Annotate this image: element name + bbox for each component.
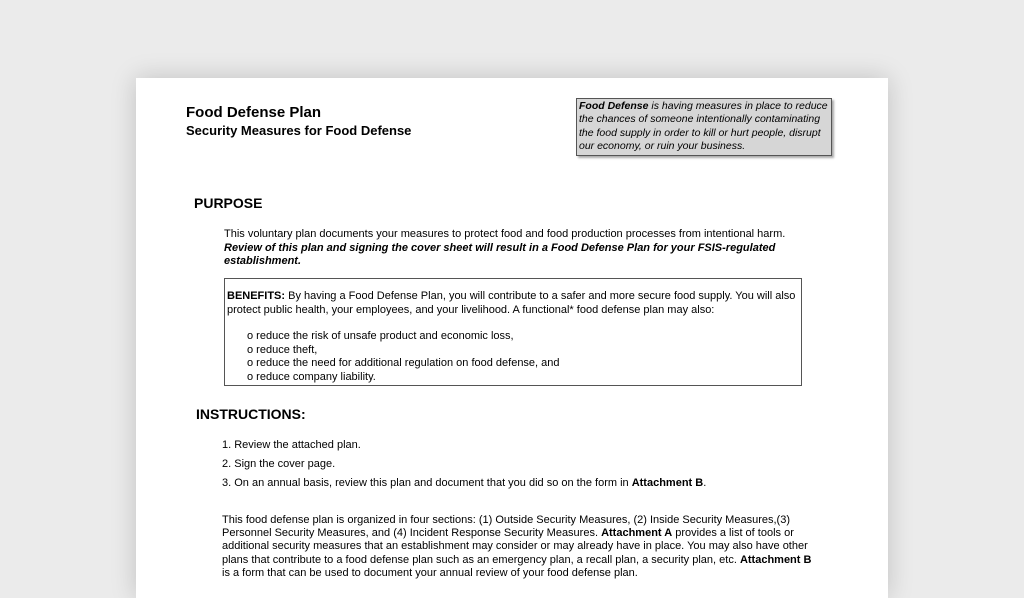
benefits-label: BENEFITS: — [227, 290, 286, 302]
benefits-box — [224, 278, 802, 386]
list-item: o reduce theft, — [247, 343, 318, 356]
purpose-paragraph — [224, 228, 814, 269]
instruction-step: 2. Sign the cover page. — [222, 458, 336, 470]
attachment-b-ref: Attachment B — [739, 553, 812, 566]
definition-box — [576, 98, 832, 156]
purpose-bold-italic: Review of this plan and signing the cover sheet will result in a Food Defense Plan for your FSIS-regulated establishment. — [224, 241, 776, 267]
org-text-1: This food defense plan is organized in four sections: (1) Outside Security Measures, (2) Inside Security Measures,(3) Personnel Security Measures, and (4) Incident Response Security Measures. — [222, 514, 790, 540]
instruction-step3-text: 3. On an annual basis, review this plan and document that you did so on the form in — [222, 477, 632, 489]
benefits-text: By having a Food Defense Plan, you will contribute to a safer and more secure food supply. You will also protect public health, your employees, and your livelihood. A functional* food defense plan may also: — [227, 290, 796, 316]
purpose-text: This voluntary plan documents your measures to protect food and food production processes from intentional harm. — [224, 228, 786, 240]
organization-paragraph — [222, 514, 822, 580]
list-item: o reduce the risk of unsafe product and economic loss, — [247, 330, 514, 342]
page-subtitle: Security Measures for Food Defense — [186, 123, 412, 138]
benefits-list — [227, 330, 799, 384]
instructions-heading: INSTRUCTIONS: — [196, 406, 306, 422]
attachment-a-ref: Attachment A — [601, 527, 673, 540]
instruction-step: 1. Review the attached plan. — [222, 439, 361, 451]
benefits-intro — [227, 290, 799, 317]
purpose-heading: PURPOSE — [194, 195, 263, 211]
document-page — [136, 78, 888, 598]
org-text-2: provides a list of tools or additional security measures that an establishment may consider or may already have in place. You may also have other plans that contribute to a food defense plan such as an emergency plan, a recall plan, a security plan, etc. — [222, 527, 808, 566]
definition-term: Food Defense — [579, 100, 649, 112]
definition-text: is having measures in place to reduce the chances of someone intentionally contaminating the food supply in order to kill or hurt people, disrupt our economy, or ruin your business. — [579, 100, 828, 152]
org-text-3: is a form that can be used to document your annual review of your food defense plan. — [222, 566, 638, 579]
instruction-step — [222, 477, 706, 489]
attachment-b-ref: Attachment B — [631, 477, 704, 489]
list-item: o reduce the need for additional regulation on food defense, and — [247, 357, 560, 369]
list-item: o reduce company liability. — [247, 370, 376, 383]
instruction-step3-end: . — [703, 477, 707, 489]
page-title: Food Defense Plan — [186, 104, 322, 121]
